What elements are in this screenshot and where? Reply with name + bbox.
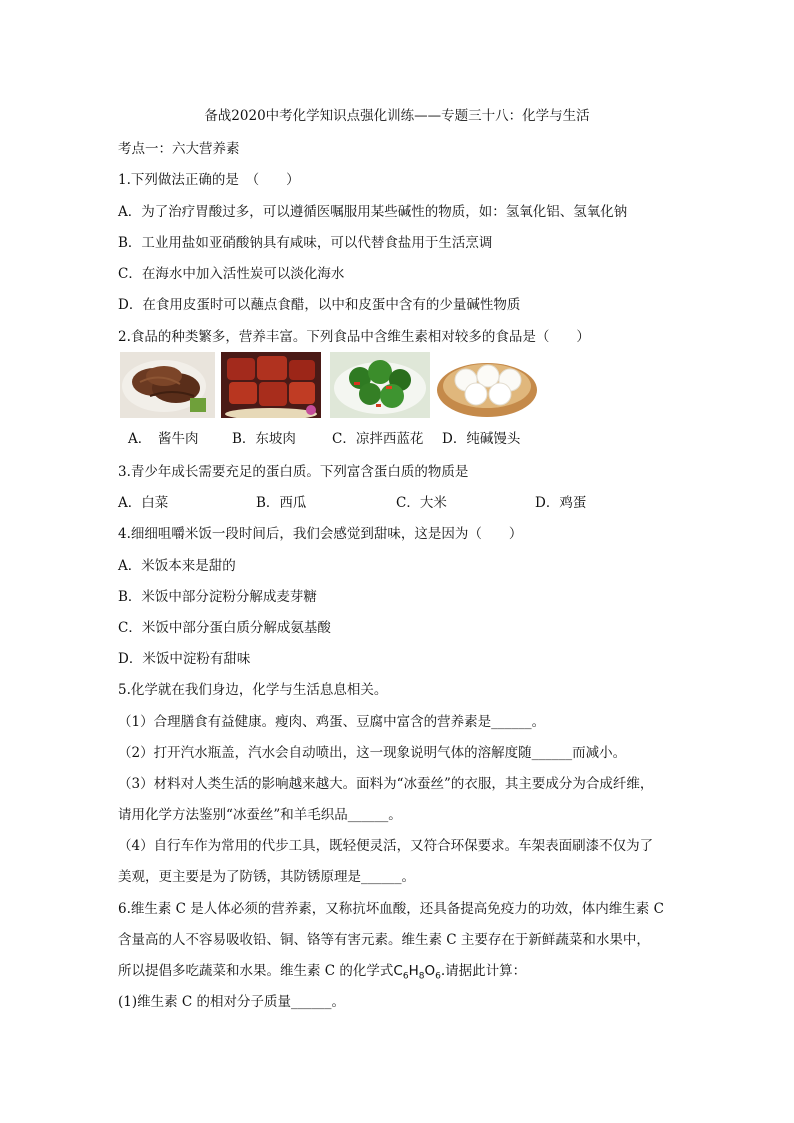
- vitamin-c-formula: $C_6H_8O_6$: [393, 963, 441, 982]
- question-1-option-b: B．工业用盐如亚硝酸钠具有咸味，可以代替食盐用于生活烹调: [118, 235, 493, 251]
- sauced-beef-photo: [120, 352, 215, 418]
- question-3-option-c: C．大米: [396, 495, 447, 511]
- question-1-option-d: D．在食用皮蛋时可以蘸点食醋，以中和皮蛋中含有的少量碱性物质: [118, 297, 521, 313]
- question-3-option-b: B．西瓜: [256, 495, 307, 511]
- question-5-stem: 5.化学就在我们身边，化学与生活息息相关。: [118, 682, 388, 698]
- question-5-part-3-cont: 请用化学方法鉴别“冰蚕丝”和羊毛织品______。: [118, 807, 402, 823]
- question-1-stem: 1.下列做法正确的是 （ ）: [118, 172, 300, 188]
- question-4-option-b: B．米饭中部分淀粉分解成麦芽糖: [118, 589, 317, 605]
- question-2-option-a: A． 酱牛肉: [128, 431, 199, 447]
- question-4-stem: 4.细细咀嚼米饭一段时间后，我们会感觉到甜味，这是因为（ ）: [118, 526, 523, 542]
- question-3-stem: 3.青少年成长需要充足的蛋白质。下列富含蛋白质的物质是: [118, 464, 469, 480]
- dongpo-pork-photo: [221, 352, 321, 418]
- question-6-line-1: 6.维生素 C 是人体必须的营养素，又称抗坏血酸，还具备提高免疫力的功效，体内维生素 C: [118, 901, 664, 917]
- question-6-line-2: 含量高的人不容易吸收铅、铜、铬等有害元素。维生素 C 主要存在于新鲜蔬菜和水果中，: [118, 932, 650, 948]
- question-4-option-a: A．米饭本来是甜的: [118, 558, 236, 574]
- question-4-option-c: C．米饭中部分蛋白质分解成氨基酸: [118, 620, 331, 636]
- question-5-part-4: （4）自行车作为常用的代步工具，既轻便灵活，又符合环保要求。车架表面刷漆不仅为了: [118, 838, 654, 854]
- question-2-pictures: [120, 352, 540, 420]
- question-2-option-d: D．纯碱馒头: [442, 431, 521, 447]
- broccoli-salad-photo: [330, 352, 430, 418]
- question-1-option-c: C．在海水中加入活性炭可以淡化海水: [118, 266, 345, 282]
- question-5-part-4-cont: 美观，更主要是为了防锈，其防锈原理是______。: [118, 869, 415, 885]
- question-6-line-3: [118, 959, 526, 982]
- steamed-buns-photo: [436, 352, 539, 418]
- question-2-option-c: C．凉拌西蓝花: [332, 431, 424, 447]
- question-2-option-b: B．东坡肉: [232, 431, 296, 447]
- question-2-stem: 2.食品的种类繁多，营养丰富。下列食品中含维生素相对较多的食品是（ ）: [118, 329, 590, 345]
- question-4-option-d: D．米饭中淀粉有甜味: [118, 651, 251, 667]
- section-heading: 考点一：六大营养素: [118, 141, 240, 157]
- question-3-option-a: A．白菜: [118, 495, 169, 511]
- question-5-part-3: （3）材料对人类生活的影响越来越大。面料为“冰蚕丝”的衣服，其主要成分为合成纤维，: [118, 776, 654, 792]
- question-3-option-d: D．鸡蛋: [535, 495, 587, 511]
- question-6-line-3-tail: .请据此计算：: [440, 963, 527, 979]
- question-6-line-3-text: 所以提倡多吃蔬菜和水果。维生素 C 的化学式: [118, 963, 394, 979]
- question-1-option-a: A．为了治疗胃酸过多，可以遵循医嘱服用某些碱性的物质，如：氢氧化铝、氢氧化钠: [118, 204, 628, 220]
- page-title: 备战2020中考化学知识点强化训练——专题三十八：化学与生活: [204, 108, 590, 124]
- question-5-part-2: （2）打开汽水瓶盖，汽水会自动喷出，这一现象说明气体的溶解度随______而减小。: [118, 745, 627, 761]
- question-6-sub-1: (1)维生素 C 的相对分子质量______。: [118, 994, 346, 1010]
- question-5-part-1: （1）合理膳食有益健康。瘦肉、鸡蛋、豆腐中富含的营养素是______。: [118, 714, 546, 730]
